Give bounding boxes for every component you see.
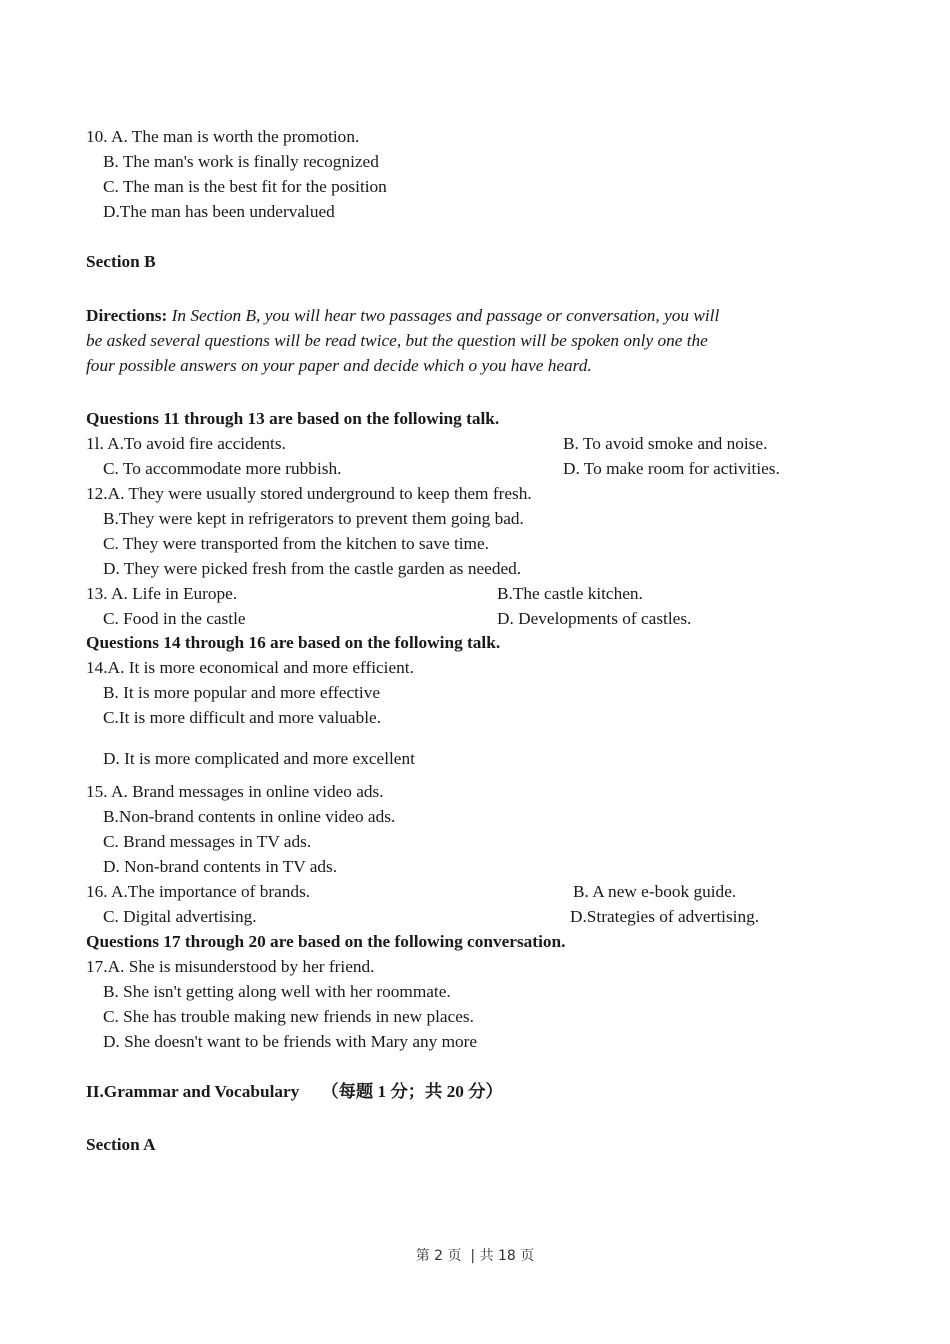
q13-option-a: 13. A. Life in Europe. [86, 584, 238, 603]
section-b-title: Section B [86, 252, 156, 271]
q12-option-d: D. They were picked fresh from the castle garden as needed. [103, 559, 522, 578]
section-a-title: Section A [86, 1135, 156, 1154]
directions-line-3: four possible answers on your paper and decide which o you have heard. [86, 356, 592, 375]
q15-option-d: D. Non-brand contents in TV ads. [103, 857, 338, 876]
q15-option-c: C. Brand messages in TV ads. [103, 832, 312, 851]
q10-option-c: C. The man is the best fit for the position [103, 177, 387, 196]
q16-option-c: C. Digital advertising. [103, 907, 257, 926]
directions-label: Directions: [86, 306, 168, 325]
group3-heading: Questions 17 through 20 are based on the following conversation. [86, 932, 566, 951]
q13-option-b: B.The castle kitchen. [497, 584, 643, 603]
directions-text-1: In Section B, you will hear two passages and passage or conversation, you will [167, 306, 720, 325]
q15-option-b: B.Non-brand contents in online video ads. [103, 807, 396, 826]
q11-option-b: B. To avoid smoke and noise. [563, 434, 768, 453]
q11-option-d: D. To make room for activities. [563, 459, 780, 478]
q12-option-b: B.They were kept in refrigerators to prevent them going bad. [103, 509, 524, 528]
q12-option-c: C. They were transported from the kitchen to save time. [103, 534, 489, 553]
q10-option-d: D.The man has been undervalued [103, 202, 335, 221]
directions-line-2: be asked several questions will be read twice, but the question will be spoken only one the [86, 331, 708, 350]
q14-option-b: B. It is more popular and more effective [103, 683, 381, 702]
part2-title: II.Grammar and Vocabulary [86, 1082, 300, 1101]
q13-option-c: C. Food in the castle [103, 609, 246, 628]
q16-option-a: 16. A.The importance of brands. [86, 882, 311, 901]
q16-option-b: B. A new e-book guide. [573, 882, 737, 901]
q10-option-b: B. The man's work is finally recognized [103, 152, 379, 171]
q11-option-c: C. To accommodate more rubbish. [103, 459, 342, 478]
q10-option-a: 10. A. The man is worth the promotion. [86, 127, 360, 146]
q13-option-d: D. Developments of castles. [497, 609, 692, 628]
q17-option-a: 17.A. She is misunderstood by her friend. [86, 957, 375, 976]
part2-heading [86, 1082, 503, 1102]
q16-option-d: D.Strategies of advertising. [570, 907, 760, 926]
q14-option-c: C.It is more difficult and more valuable. [103, 708, 382, 727]
q11-option-a: 1l. A.To avoid fire accidents. [86, 434, 286, 453]
q17-option-c: C. She has trouble making new friends in new places. [103, 1007, 474, 1026]
part2-score-note: （每题 1 分；共 20 分） [321, 1082, 503, 1101]
page-number: 第 2 页 | 共 18 页 [415, 1248, 535, 1264]
q14-option-d: D. It is more complicated and more excellent [103, 749, 415, 768]
directions-line-1 [86, 306, 719, 326]
q15-option-a: 15. A. Brand messages in online video ads. [86, 782, 384, 801]
q12-option-a: 12.A. They were usually stored underground to keep them fresh. [86, 484, 532, 503]
q17-option-d: D. She doesn't want to be friends with Mary any more [103, 1032, 478, 1051]
q17-option-b: B. She isn't getting along well with her roommate. [103, 982, 451, 1001]
group2-heading: Questions 14 through 16 are based on the following talk. [86, 633, 501, 652]
group1-heading: Questions 11 through 13 are based on the following talk. [86, 409, 500, 428]
q14-option-a: 14.A. It is more economical and more efficient. [86, 658, 414, 677]
